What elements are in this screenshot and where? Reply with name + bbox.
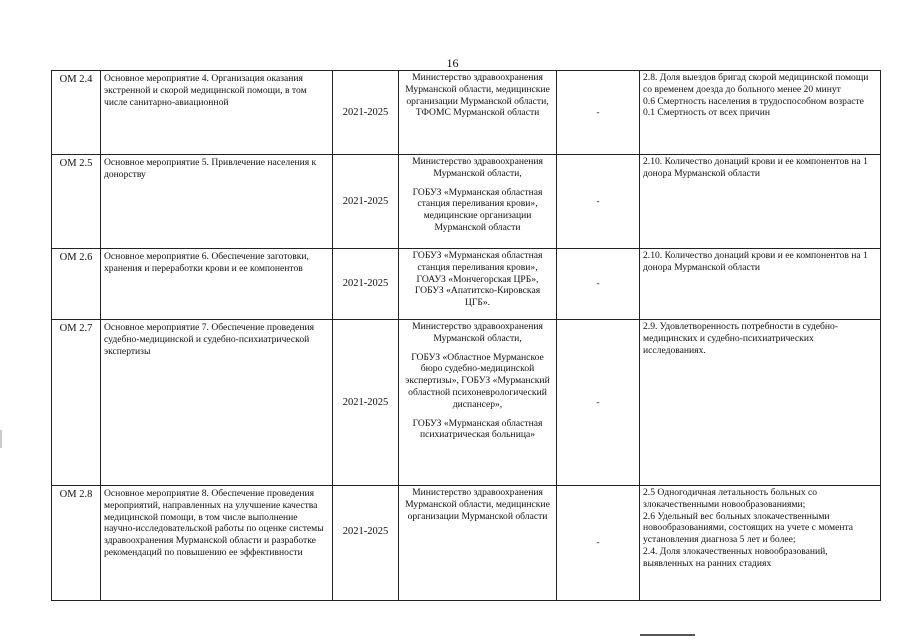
measure-description: Основное мероприятие 8. Обеспечение проведения мероприятий, направленных на улучшение качества медицинской помощи, в том числе выполнение научно-исследовательской работы по оценке системы здравоохранения Мурманской области и разработке рекомендаций по повышению ее эффективности — [101, 486, 333, 601]
measure-indicators — [640, 320, 881, 486]
table-row — [52, 71, 881, 155]
indicator-text: 2.9. Удовлетворенность потребности в судебно-медицинских и судебно-психиатрических исследованиях. — [643, 321, 839, 356]
indicator-text: 2.10. Количество донаций крови и ее компонентов на 1 донора Мурманской области — [643, 156, 868, 179]
indicator-text: 2.8. Доля выездов бригад скорой медицинской помощи со временем доезда до больного менее 20 минут — [643, 72, 869, 95]
measure-description: Основное мероприятие 6. Обеспечение заготовки, хранения и переработки крови и ее компонентов — [101, 249, 333, 320]
measure-funding: - — [557, 320, 640, 486]
measure-description: Основное мероприятие 5. Привлечение населения к донорству — [101, 155, 333, 249]
measures-table — [51, 70, 881, 601]
indicator-text: 2.10. Количество донаций крови и ее компонентов на 1 донора Мурманской области — [643, 250, 868, 273]
measure-funding: - — [557, 71, 640, 155]
measure-code: ОМ 2.7 — [52, 320, 101, 486]
indicator-text: 0.6 Смертность населения в трудоспособном возрасте — [643, 95, 864, 107]
executor-text: Министерство здравоохранения Мурманской области, — [412, 321, 543, 344]
page-number: 16 — [446, 56, 459, 70]
indicator-text: 0.1 Смертность от всех причин — [643, 107, 770, 119]
scan-margin-mark — [0, 430, 2, 448]
executor-text: ГОБУЗ «Мурманская областная станция переливания крови», медицинские организации Мурманской области — [412, 186, 543, 233]
measure-executors — [399, 320, 557, 486]
table-row — [52, 486, 881, 601]
measure-period: 2021-2025 — [333, 155, 399, 249]
measure-period: 2021-2025 — [333, 249, 399, 320]
executor-text: Министерство здравоохранения Мурманской области, медицинские организации Мурманской области, — [405, 72, 550, 107]
measure-description: Основное мероприятие 7. Обеспечение проведения судебно-медицинской и судебно-психиатрической экспертизы — [101, 320, 333, 486]
measure-indicators — [640, 249, 881, 320]
executor-text: ГОБУЗ «Мурманская областная станция переливания крови», ГОАУЗ «Мончегорская ЦРБ», ГОБУЗ «Апатитско-Кировская ЦГБ». — [412, 250, 543, 309]
measure-indicators — [640, 155, 881, 249]
executor-text: ТФОМС Мурманской области — [415, 107, 540, 119]
measure-code: ОМ 2.5 — [52, 155, 101, 249]
indicator-text: 2.6 Удельный вес больных злокачественными новообразованиями, состоящих на учете с момента установления диагноза 5 лет и более; — [643, 510, 854, 546]
executor-text: Министерство здравоохранения Мурманской области, — [412, 156, 543, 179]
measure-period: 2021-2025 — [333, 320, 399, 486]
executor-text: Министерство здравоохранения Мурманской области, медицинские организации Мурманской области — [405, 487, 550, 522]
measure-period: 2021-2025 — [333, 71, 399, 155]
table-row — [52, 249, 881, 320]
measure-executors — [399, 155, 557, 249]
measure-indicators — [640, 71, 881, 155]
executor-text: ГОБУЗ «Мурманская областная психиатрическая больница» — [412, 417, 543, 441]
measure-funding: - — [557, 155, 640, 249]
measure-executors — [399, 486, 557, 601]
measure-funding: - — [557, 486, 640, 601]
measure-code: ОМ 2.8 — [52, 486, 101, 601]
indicator-text: 2.4. Доля злокачественных новообразований, выявленных на ранних стадиях — [643, 545, 828, 569]
scan-edge-mark — [640, 634, 695, 636]
measure-description: Основное мероприятие 4. Организация оказания экстренной и скорой медицинской помощи, в том числе санитарно-авиационной — [101, 71, 333, 155]
measure-executors — [399, 71, 557, 155]
table-row — [52, 320, 881, 486]
measure-executors — [399, 249, 557, 320]
indicator-text: 2.5 Одногодичная летальность больных со злокачественными новообразованиями; — [643, 487, 818, 510]
measure-funding: - — [557, 249, 640, 320]
executor-text: ГОБУЗ «Областное Мурманское бюро судебно-медицинской экспертизы», ГОБУЗ «Мурманский областной психоневрологический диспансер», — [405, 351, 550, 410]
measure-code: ОМ 2.4 — [52, 71, 101, 155]
measure-indicators — [640, 486, 881, 601]
measure-period: 2021-2025 — [333, 486, 399, 601]
table-row — [52, 155, 881, 249]
measure-code: ОМ 2.6 — [52, 249, 101, 320]
